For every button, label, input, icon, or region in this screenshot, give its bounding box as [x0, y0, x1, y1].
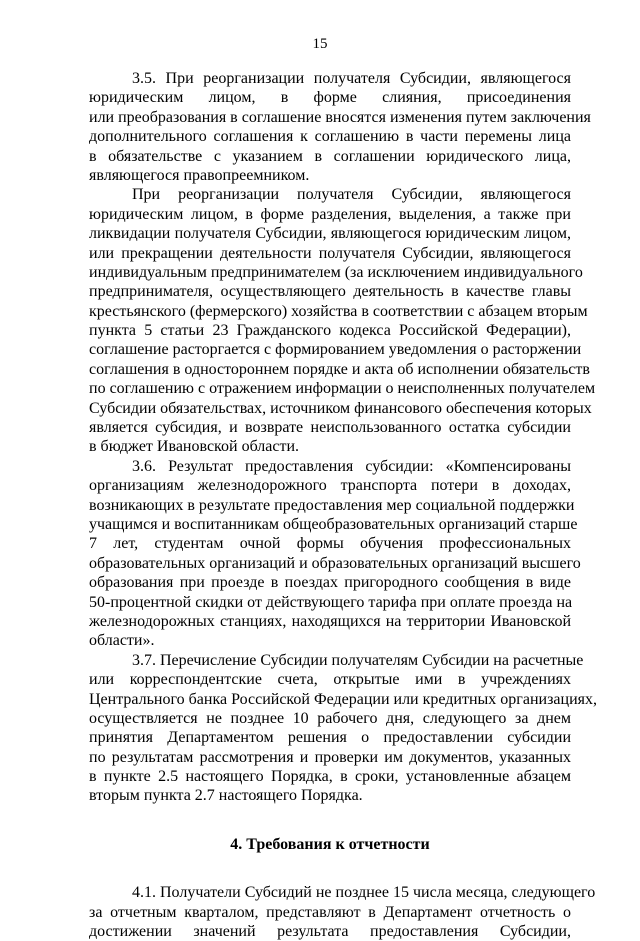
text-line: железнодорожных станциях, находящихся на территории Ивановской: [89, 612, 571, 630]
paragraph-p35b: [89, 185, 596, 456]
text-line: вторым пункта 2.7 настоящего Порядка.: [89, 787, 363, 805]
text-line: При реорганизации получателя Субсидии, являющегося: [132, 186, 571, 204]
document-body: [89, 69, 597, 941]
text-line: крестьянского (фермерского) хозяйства в соответствии с абзацем вторым: [89, 302, 588, 320]
text-line: организациям железнодорожного транспорта потери в доходах,: [89, 477, 571, 495]
text-line: возникающих в результате предоставления мер социальной поддержки: [89, 496, 575, 514]
text-line: пункта 5 статьи 23 Гражданского кодекса Российской Федерации),: [89, 322, 571, 340]
text-line: 3.5. При реорганизации получателя Субсидии, являющегося: [132, 70, 571, 87]
text-line: по результатам рассмотрения и проверки им документов, указанных: [89, 748, 571, 766]
text-line: 4.1. Получатели Субсидий не позднее 15 числа месяца, следующего: [132, 884, 596, 902]
text-line: индивидуальным предпринимателем (за исключением индивидуального: [89, 263, 583, 281]
page-number: 15: [312, 36, 328, 52]
paragraph-p35a: [89, 69, 591, 185]
text-line: предпринимателя, осуществляющего деятельность в качестве главы: [89, 283, 571, 301]
text-line: ликвидации получателя Субсидии, являющегося юридическим лицом,: [89, 225, 571, 243]
text-line: или преобразования в соглашение вносятся изменения путем заключения: [89, 108, 591, 126]
text-line: 3.6. Результат предоставления субсидии: «Компенсированы: [132, 457, 571, 475]
text-line: 50-процентной скидки от действующего тарифа при оплате проезда на: [89, 593, 573, 611]
text-line: учащимся и воспитанникам общеобразовательных организаций старше: [89, 515, 578, 533]
text-line: 7 лет, студентам очной формы обучения профессиональных: [89, 535, 571, 553]
text-line: образовательных организаций и образовательных организаций высшего: [89, 554, 581, 572]
text-line: юридическим лицом, в форме разделения, выделения, а также при: [89, 205, 571, 223]
text-line: Субсидии обязательствах, источником финансового обеспечения которых: [89, 399, 592, 417]
text-line: образования при проезде в поездах пригородного сообщения в виде: [89, 574, 571, 592]
text-line: в бюджет Ивановской области.: [89, 438, 300, 456]
paragraph-p37: [89, 651, 597, 806]
text-line: 3.7. Перечисление Субсидии получателям Субсидии на расчетные: [132, 651, 584, 669]
section-heading: 4. Требования к отчетности: [230, 835, 430, 853]
text-line: или прекращении деятельности получателя Субсидии, являющегося: [89, 244, 571, 262]
text-line: за отчетным кварталом, представляют в Департамент отчетность о: [89, 903, 571, 921]
section-4-paragraphs: [89, 883, 596, 941]
text-line: Центрального банка Российской Федерации или кредитных организациях,: [89, 690, 597, 708]
text-line: дополнительного соглашения к соглашению в части перемены лица: [89, 128, 571, 146]
paragraph-p36: [89, 457, 581, 651]
text-line: являющегося правопреемником.: [89, 166, 310, 184]
text-line: осуществляется не позднее 10 рабочего дня, следующего за днем: [89, 709, 571, 727]
text-line: является субсидия, и возврате неиспользованного остатка субсидии: [89, 419, 571, 437]
text-line: по соглашению с отражением информации о неисполненных получателем: [89, 380, 596, 398]
section-3-paragraphs: [89, 69, 597, 806]
paragraph-p41: [89, 883, 596, 941]
text-line: принятия Департаментом решения о предоставлении субсидии: [89, 729, 571, 747]
text-line: или корреспондентские счета, открытые ими в учреждениях: [89, 671, 571, 689]
text-line: достижении значений результата предоставления Субсидии,: [89, 923, 571, 941]
text-line: соглашения в одностороннем порядке и акта об исполнении обязательств: [89, 360, 590, 378]
text-line: юридическим лицом, в форме слияния, присоединения: [89, 89, 571, 107]
text-line: области».: [89, 632, 155, 650]
text-line: в обязательстве с указанием в соглашении юридического лица,: [89, 147, 571, 165]
text-line: в пункте 2.5 настоящего Порядка, в сроки, установленные абзацем: [89, 768, 571, 786]
text-line: соглашение расторгается с формированием уведомления о расторжении: [89, 341, 582, 359]
